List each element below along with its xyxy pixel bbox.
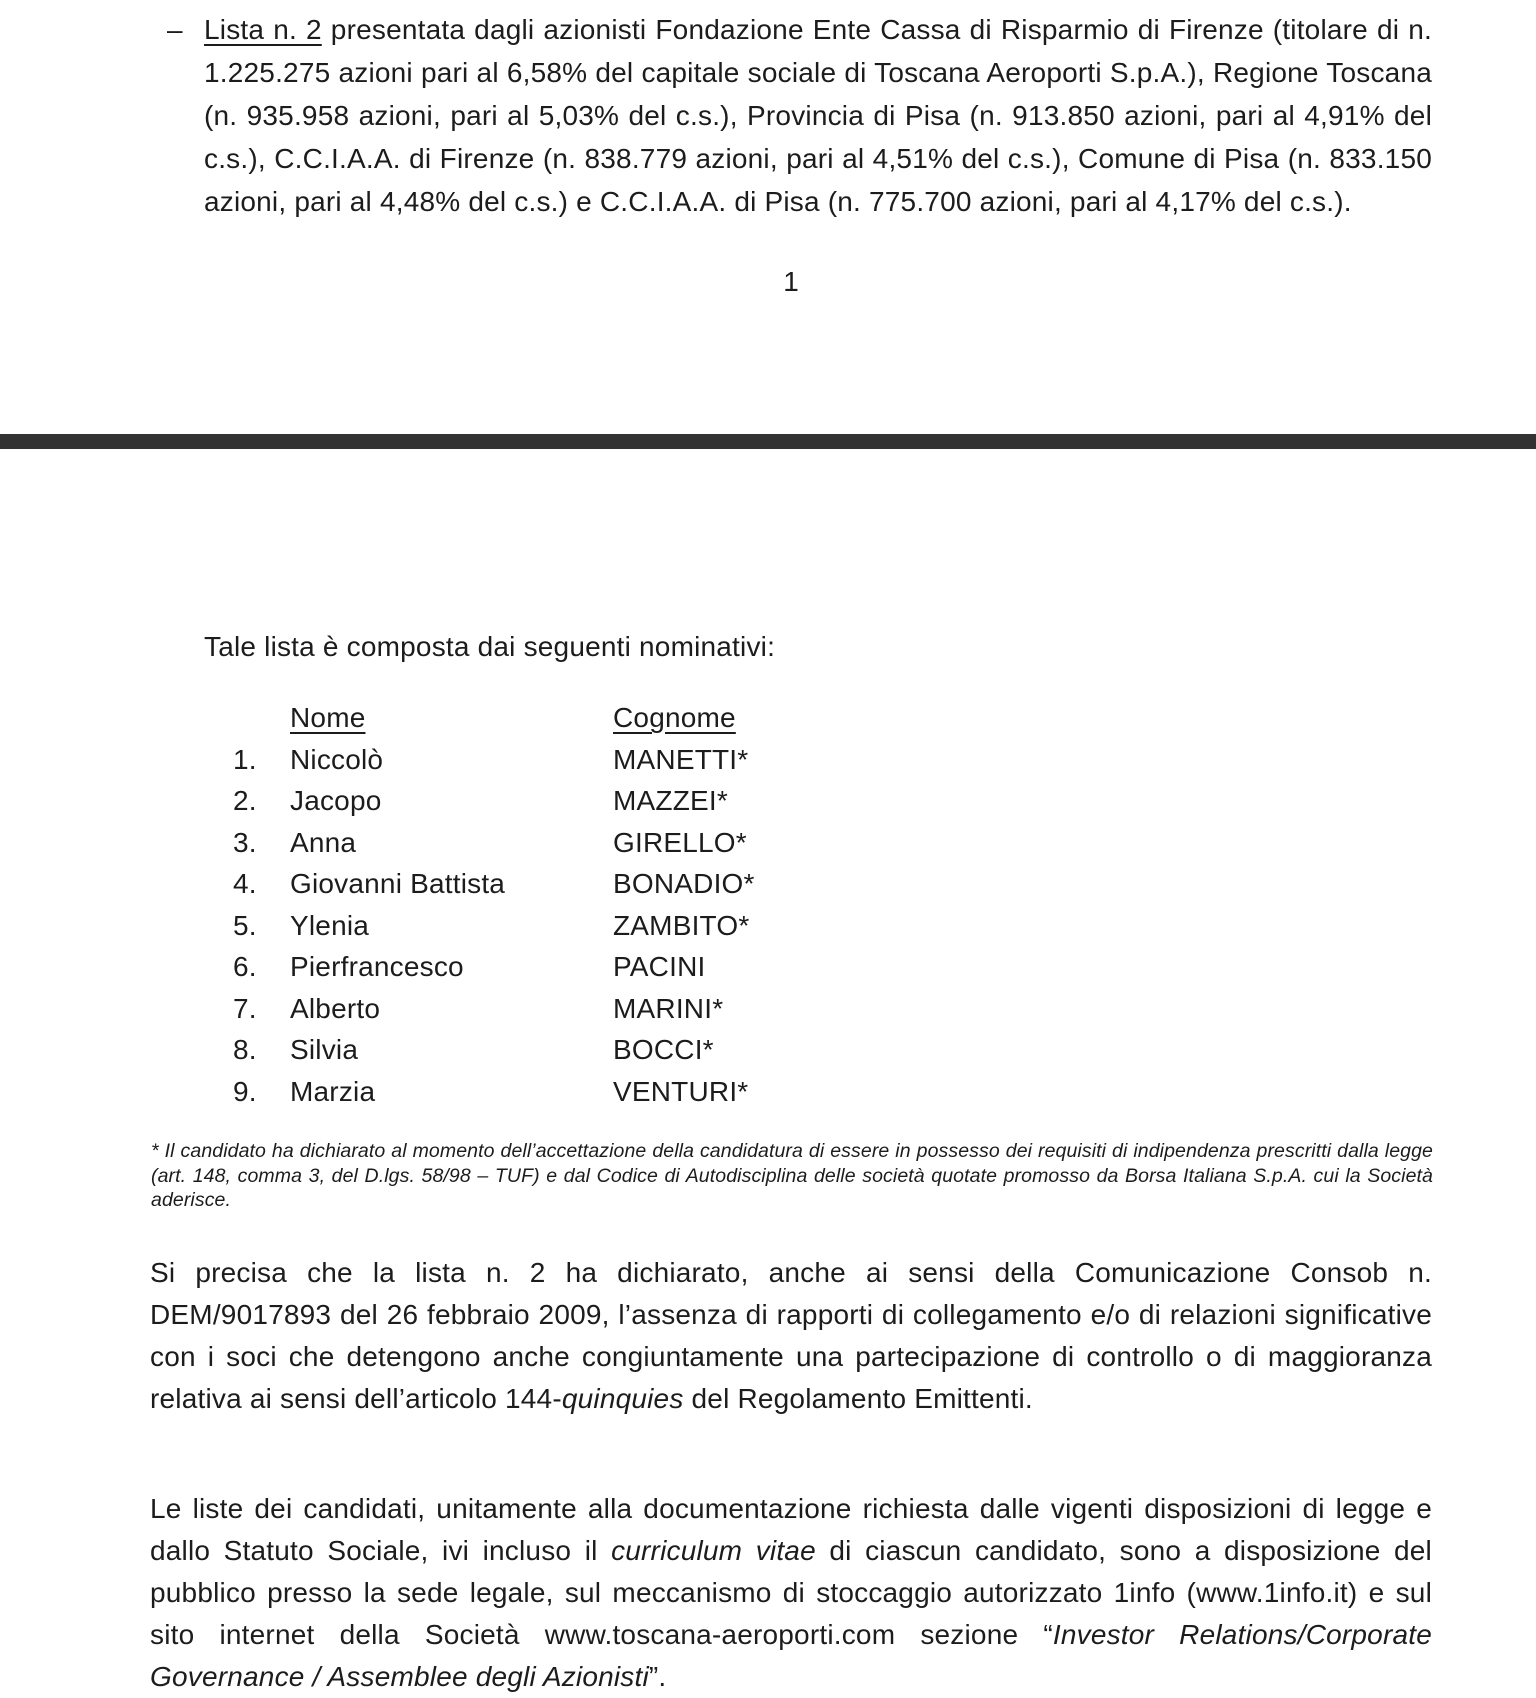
row-number: 5.	[233, 909, 257, 941]
row-nome: Marzia	[290, 1075, 376, 1107]
row-number: 6.	[233, 951, 257, 982]
list-item	[167, 8, 1432, 223]
table-header-cognome: Cognome	[613, 702, 736, 733]
row-nome: Alberto	[290, 992, 381, 1024]
row-cognome: GIRELLO*	[613, 826, 747, 858]
table-row	[233, 905, 1133, 947]
table-header-row	[233, 697, 1133, 739]
table-header-nome: Nome	[290, 702, 366, 733]
intro-text: Tale lista è composta dai seguenti nominativi:	[204, 631, 776, 662]
row-nome: Jacopo	[290, 785, 382, 816]
row-number: 2.	[233, 785, 257, 816]
list-bullet-dash: –	[167, 14, 183, 45]
page-separator-bar	[0, 434, 1536, 449]
row-cognome: PACINI	[613, 951, 706, 982]
paragraph-collegamento: Si precisa che la lista n. 2 ha dichiarato, anche ai sensi della Comunicazione Consob n. DEM/9017893 del 26 febbraio 2009, l’assenza di rapporti di collegamento e/o di relazioni significative con i soci che detengono anche congiuntamente una partecipazione di controllo o di maggioranza relativa ai sensi dell’articolo 144-quinquies del Regolamento Emittenti.	[150, 1257, 1432, 1414]
row-cognome: BOCCI*	[613, 1034, 714, 1065]
row-cognome: BONADIO*	[613, 868, 755, 899]
row-cognome: MAZZEI*	[613, 785, 728, 816]
table-row	[233, 988, 1133, 1030]
row-nome: Ylenia	[290, 909, 370, 941]
table-row	[233, 1071, 1133, 1113]
row-number: 3.	[233, 826, 257, 858]
paragraph-liste: Le liste dei candidati, unitamente alla documentazione richiesta dalle vigenti disposizioni di legge e dallo Statuto Sociale, ivi incluso il curriculum vitae di ciascun candidato, sono a disposizione del pubblico presso la sede legale, sul meccanismo di stoccaggio autorizzato 1info (www.1info.it) e sul sito internet della Società www.toscana-aeroporti.com sezione “Investor Relations/Corporate Governance / Assemblee degli Azionisti”.	[150, 1493, 1433, 1692]
row-nome: Niccolò	[290, 743, 384, 775]
row-cognome: ZAMBITO*	[613, 909, 750, 941]
table-row	[233, 822, 1133, 864]
table-row	[233, 863, 1133, 905]
row-cognome: VENTURI*	[613, 1075, 749, 1107]
row-cognome: MARINI*	[613, 992, 724, 1024]
table-row	[233, 1029, 1133, 1071]
page-number: 1	[783, 266, 799, 297]
row-cognome: MANETTI*	[613, 743, 749, 775]
list-item-text: Lista n. 2 presentata dagli azionisti Fondazione Ente Cassa di Risparmio di Firenze (titolare di n. 1.225.275 azioni pari al 6,58% del capitale sociale di Toscana Aeroporti S.p.A.), Regione Toscana (n. 935.958 azioni, pari al 5,03% del c.s.), Provincia di Pisa (n. 913.850 azioni, pari al 4,91% del c.s.), C.C.I.A.A. di Firenze (n. 838.779 azioni, pari al 4,51% del c.s.), Comune di Pisa (n. 833.150 azioni, pari al 4,48% del c.s.) e C.C.I.A.A. di Pisa (n. 775.700 azioni, pari al 4,17% del c.s.).	[204, 14, 1432, 217]
table-body	[233, 739, 1133, 1113]
row-nome: Anna	[290, 826, 357, 858]
row-nome: Pierfrancesco	[290, 951, 464, 982]
table-header-spacer	[233, 697, 290, 739]
row-nome: Silvia	[290, 1034, 359, 1065]
row-nome: Giovanni Battista	[290, 868, 506, 899]
row-number: 8.	[233, 1034, 257, 1065]
row-number: 7.	[233, 992, 257, 1024]
table-row	[233, 780, 1133, 822]
names-table	[233, 697, 1133, 1112]
footnote-text: * Il candidato ha dichiarato al momento dell’accettazione della candidatura di essere in possesso dei requisiti di indipendenza prescritti dalla legge (art. 148, comma 3, del D.lgs. 58/98 – TUF) e dal Codice di Autodisciplina delle società quotate promosso da Borsa Italiana S.p.A. cui la Società aderisce.	[151, 1140, 1433, 1211]
row-number: 4.	[233, 868, 257, 899]
row-number: 1.	[233, 743, 257, 775]
table-row	[233, 739, 1133, 781]
table-row	[233, 946, 1133, 988]
row-number: 9.	[233, 1075, 257, 1107]
